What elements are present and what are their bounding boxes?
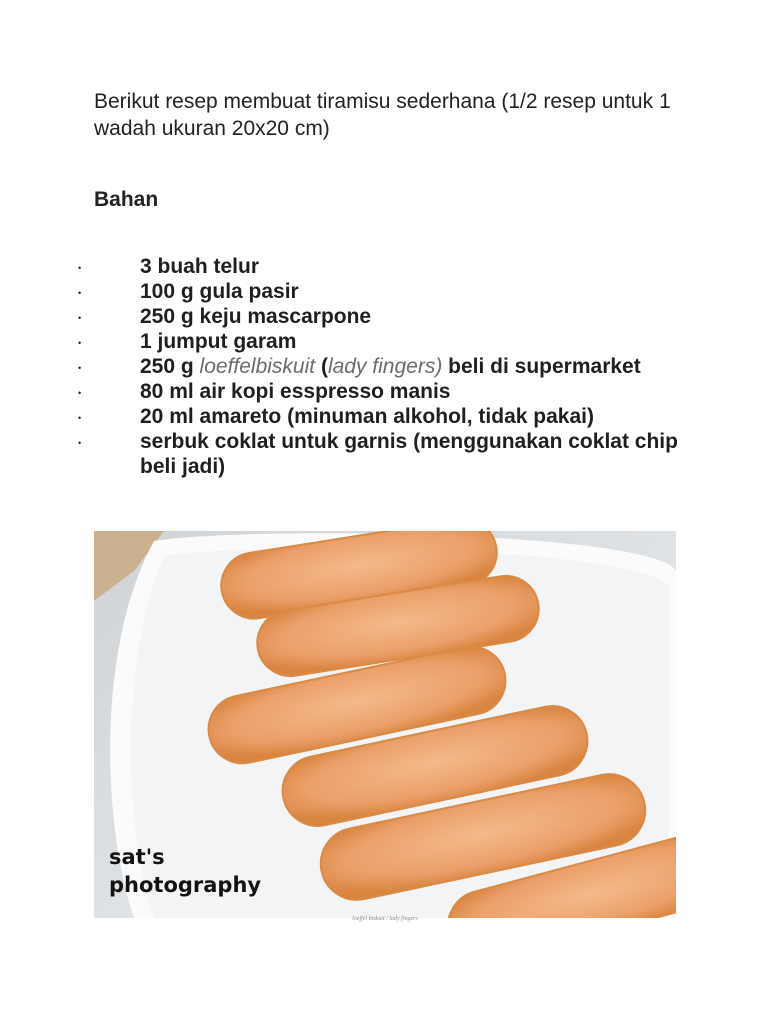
ingredient-amount: 250 g	[140, 355, 200, 378]
ingredient-text: 80 ml air kopi esspresso manis	[140, 380, 451, 403]
watermark-line-1: sat's	[109, 845, 165, 869]
ingredient-text: 100 g gula pasir	[140, 280, 299, 303]
section-heading: Bahan	[94, 188, 159, 211]
bullet-icon: •	[78, 313, 82, 323]
watermark-line-2: photography	[109, 873, 262, 897]
bullet-icon: •	[78, 263, 82, 273]
bullet-icon: •	[78, 363, 82, 373]
ingredient-paren: (	[315, 355, 328, 378]
ladyfinger-photo	[94, 531, 676, 918]
ingredient-list	[78, 254, 678, 479]
list-item	[78, 379, 678, 404]
ingredient-text: 1 jumput garam	[140, 330, 297, 353]
photo-caption: loeffel biskuit / lady fingers	[352, 916, 418, 922]
bullet-icon: •	[78, 288, 82, 298]
bullet-icon: •	[78, 438, 82, 448]
bullet-icon: •	[78, 338, 82, 348]
ingredient-italic-name: loeffelbiskuit	[199, 355, 316, 378]
ingredient-note: beli di supermarket	[442, 355, 641, 378]
ingredient-text: 3 buah telur	[140, 255, 260, 278]
list-item	[78, 429, 678, 479]
list-item	[78, 354, 678, 379]
list-item	[78, 279, 678, 304]
bullet-icon: •	[78, 388, 82, 398]
list-item	[78, 329, 678, 354]
bullet-icon: •	[78, 413, 82, 423]
list-item	[78, 304, 678, 329]
ingredient-italic-alias: lady fingers)	[327, 355, 443, 378]
list-item	[78, 404, 678, 429]
ingredient-text: 250 g keju mascarpone	[140, 305, 372, 328]
ingredient-text	[105, 354, 678, 379]
photo-watermark	[109, 843, 261, 899]
intro-text: Berikut resep membuat tiramisu sederhana (1/2 resep untuk 1 wadah ukuran 20x20 cm)	[94, 90, 671, 140]
list-item	[78, 254, 678, 279]
ingredient-text: serbuk coklat untuk garnis (menggunakan coklat chip beli jadi)	[140, 430, 678, 478]
ingredient-text: 20 ml amareto (minuman alkohol, tidak pakai)	[140, 405, 594, 428]
